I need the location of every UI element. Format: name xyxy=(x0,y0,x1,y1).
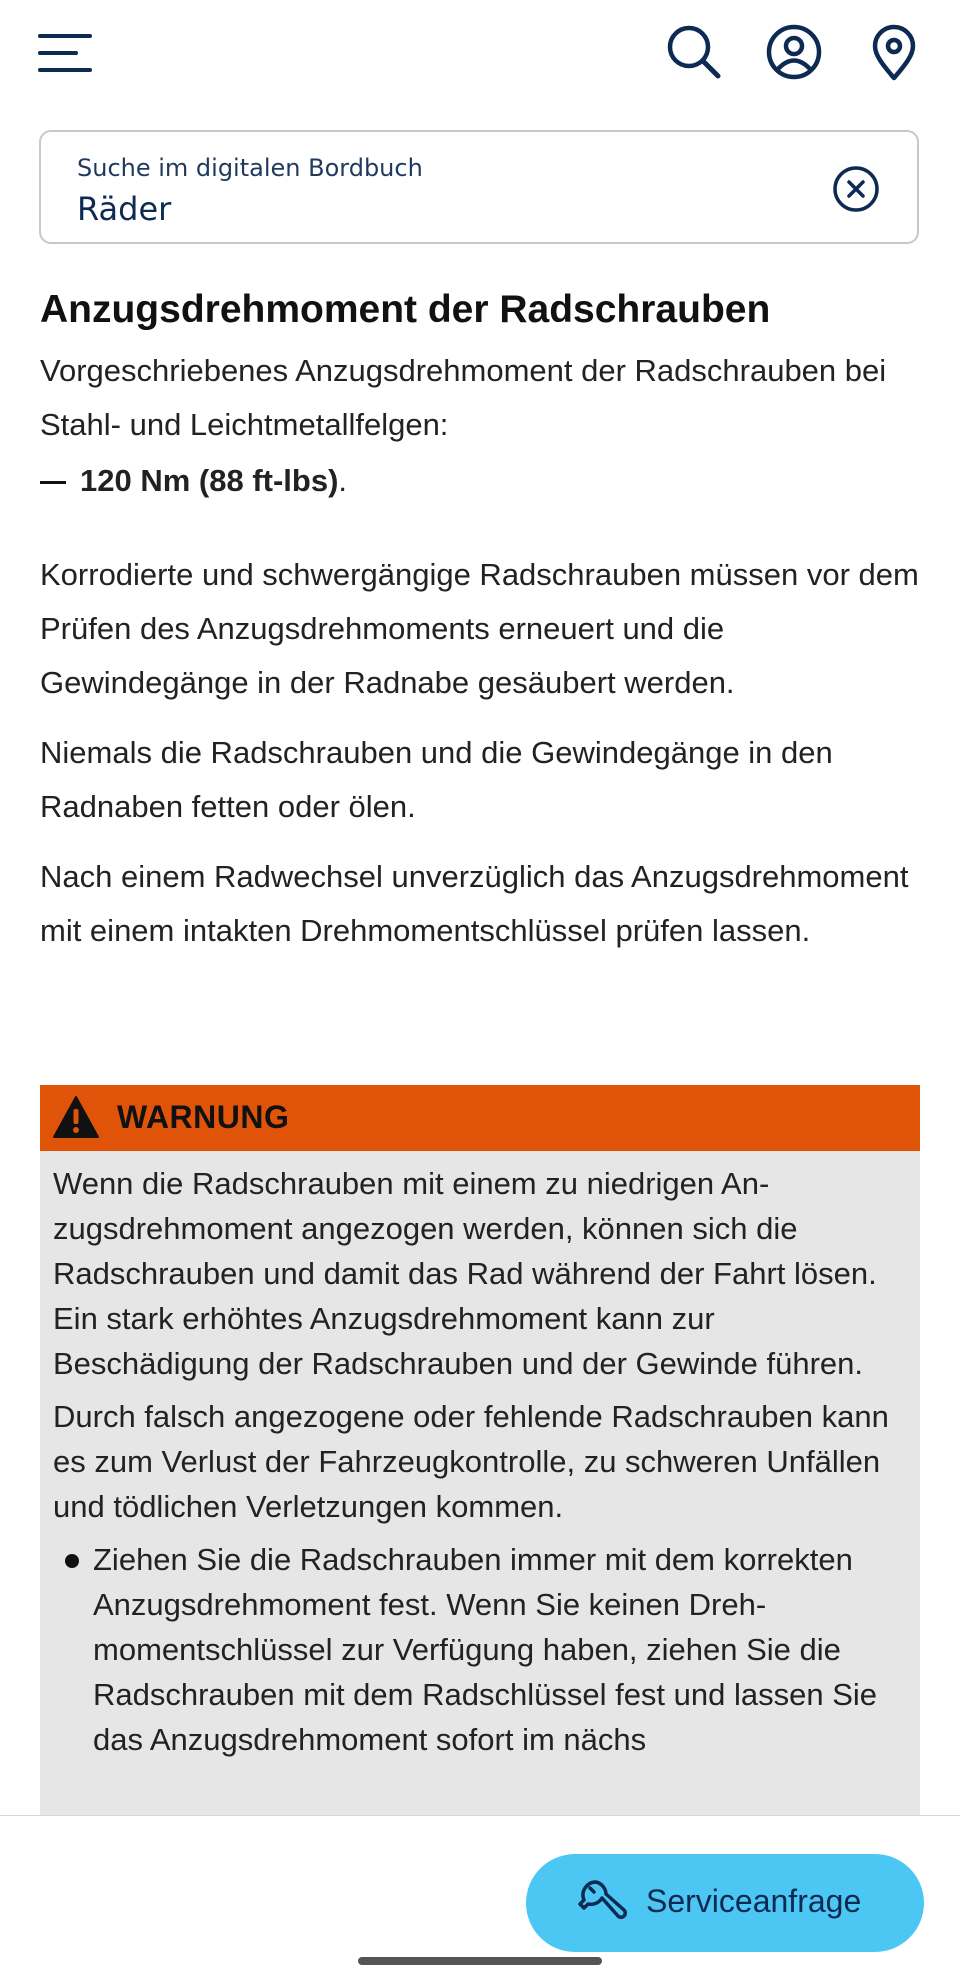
wrench-icon xyxy=(574,1876,628,1930)
menu-icon[interactable] xyxy=(36,28,100,78)
bullet-icon xyxy=(65,1554,79,1568)
warning-paragraph: Durch falsch angezogene oder fehlende Radschrauben kann es zum Verlust der Fahrzeugkontrolle, zu schweren Unfällen und tödlichen Verletzungen kommen. xyxy=(53,1399,889,1524)
warning-title: WARNUNG xyxy=(117,1099,290,1135)
list-item-text: Ziehen Sie die Radschrauben immer mit dem korrekten Anzugsdrehmoment fest. Wenn Sie keinen Drehmomentschlüssel zur Verfügung haben, ziehen Sie die Radschrauben mit dem Radschlüssel fest und lassen Sie das Anzugsdrehmoment sofort im nächs xyxy=(93,1542,878,1757)
warning-header xyxy=(40,1085,920,1151)
home-indicator[interactable] xyxy=(358,1957,602,1965)
torque-value: 120 Nm (88 ft-lbs) xyxy=(80,463,339,498)
paragraph: Nach einem Radwechsel unverzüglich das Anzugsdrehmoment mit einem intakten Drehmomentschlüssel prüfen lassen. xyxy=(40,859,909,948)
torque-value-line xyxy=(40,454,920,508)
paragraph: Niemals die Radschrauben und die Gewindegänge in den Radnaben fetten oder ölen. xyxy=(40,735,833,824)
search-icon[interactable] xyxy=(664,22,724,82)
clear-search-icon[interactable] xyxy=(831,164,881,214)
search-field[interactable] xyxy=(39,130,919,244)
warning-box xyxy=(40,1085,920,1815)
top-app-bar xyxy=(0,0,960,110)
search-field-label: Suche im digitalen Bordbuch xyxy=(77,154,423,182)
search-input[interactable]: Räder xyxy=(77,190,172,228)
paragraph: Korrodierte und schwergängige Radschrauben müssen vor dem Prüfen des Anzugsdrehmoments erneuert und die Gewindegänge in der Radnabe gesäubert werden. xyxy=(40,557,919,700)
dash-marker xyxy=(40,481,66,484)
torque-suffix: . xyxy=(338,463,348,498)
service-request-button[interactable] xyxy=(526,1854,924,1952)
location-pin-icon[interactable] xyxy=(864,22,924,82)
intro-text: Vorgeschriebenes Anzugsdrehmoment der Radschrauben bei Stahl- und Leichtmetallfelgen: xyxy=(40,353,887,442)
article xyxy=(40,282,920,958)
list-item xyxy=(93,1537,906,1762)
user-icon[interactable] xyxy=(764,22,824,82)
bottom-bar xyxy=(0,1815,960,1987)
service-request-label: Serviceanfrage xyxy=(646,1883,862,1919)
warning-paragraph: Wenn die Radschrauben mit einem zu niedrigen Anzugsdrehmoment angezogen werden, können sich die Radschrauben und damit das Rad während der Fahrt lösen. Ein stark erhöhtes Anzugsdrehmoment kann zur Beschädigung der Radschrauben und der Gewinde führen. xyxy=(53,1166,877,1381)
warning-triangle-icon xyxy=(52,1095,100,1139)
warning-bullets xyxy=(53,1537,906,1762)
warning-body xyxy=(40,1151,920,1762)
page-title: Anzugsdrehmoment der Radschrauben xyxy=(40,288,771,331)
